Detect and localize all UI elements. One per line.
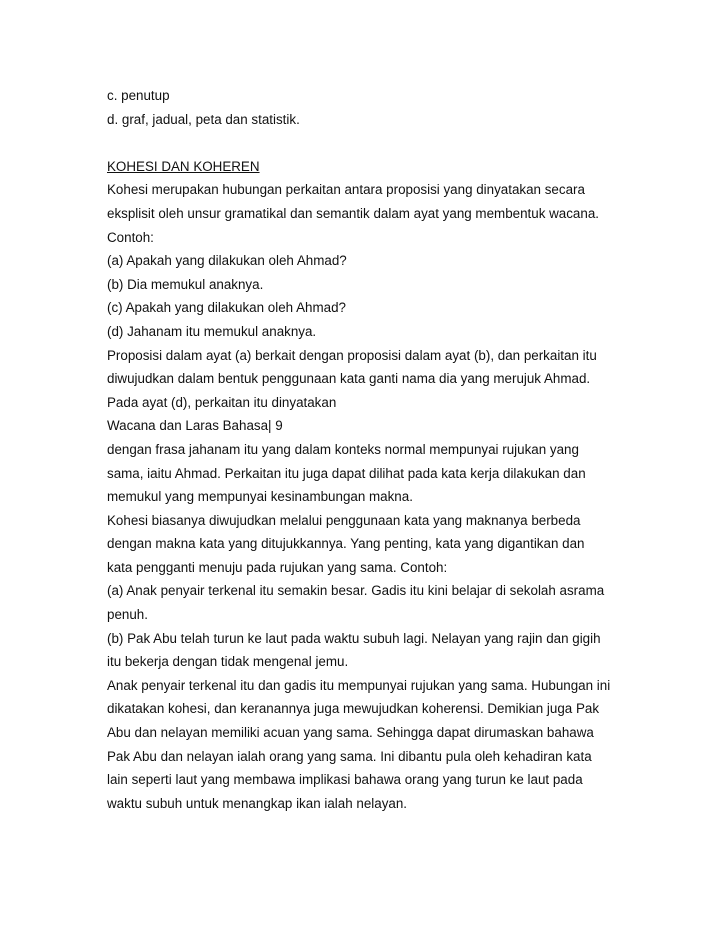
text-line: dengan frasa jahanam itu yang dalam konteks normal mempunyai rujukan yang [107,441,579,457]
text-line: (b) Pak Abu telah turun ke laut pada waktu subuh lagi. Nelayan yang rajin dan gigih [107,630,601,646]
text-line: (d) Jahanam itu memukul anaknya. [107,323,317,339]
text-line: itu bekerja dengan tidak mengenal jemu. [107,654,349,670]
paragraph-gap [107,131,667,155]
text-line: Kohesi biasanya diwujudkan melalui penggunaan kata yang maknanya berbeda [107,512,581,528]
document-body [107,84,667,815]
text-line: Kohesi merupakan hubungan perkaitan antara proposisi yang dinyatakan secara [107,182,585,198]
text-line: Proposisi dalam ayat (a) berkait dengan proposisi dalam ayat (b), dan perkaitan itu [107,347,597,363]
text-line: lain seperti laut yang membawa implikasi bahawa orang yang turun ke laut pada [107,772,583,788]
text-line: d. graf, jadual, peta dan statistik. [107,111,300,127]
text-line: sama, iaitu Ahmad. Perkaitan itu juga dapat dilihat pada kata kerja dilakukan dan [107,465,586,481]
text-line: (a) Apakah yang dilakukan oleh Ahmad? [107,253,347,269]
text-line: dengan makna kata yang ditujukkannya. Yang penting, kata yang digantikan dan [107,536,585,552]
text-line: Pak Abu dan nelayan ialah orang yang sama. Ini dibantu pula oleh kehadiran kata [107,748,592,764]
text-line: c. penutup [107,88,170,103]
running-header: Wacana dan Laras Bahasa| 9 [107,418,283,434]
text-line: (b) Dia memukul anaknya. [107,276,264,292]
text-line: eksplisit oleh unsur gramatikal dan semantik dalam ayat yang membentuk wacana. [107,205,599,221]
text-line: dikatakan kohesi, dan keranannya juga mewujudkan koherensi. Demikian juga Pak [107,701,600,717]
text-line: Abu dan nelayan memiliki acuan yang sama. Sehingga dapat dirumaskan bahawa [107,725,594,741]
text-line: Pada ayat (d), perkaitan itu dinyatakan [107,394,337,410]
section-heading: KOHESI DAN KOHEREN [107,158,260,174]
text-line: memukul yang mempunyai kesinambungan makna. [107,489,413,505]
text-line: waktu subuh untuk menangkap ikan ialah nelayan. [107,795,408,811]
text-line: (c) Apakah yang dilakukan oleh Ahmad? [107,300,346,316]
text-line: Contoh: [107,229,154,245]
text-line: Anak penyair terkenal itu dan gadis itu mempunyai rujukan yang sama. Hubungan ini [107,677,611,693]
text-line: (a) Anak penyair terkenal itu semakin besar. Gadis itu kini belajar di sekolah asrama [107,583,605,599]
text-line: penuh. [107,607,148,623]
text-line: kata pengganti menuju pada rujukan yang sama. Contoh: [107,559,448,575]
text-line: diwujudkan dalam bentuk penggunaan kata ganti nama dia yang merujuk Ahmad. [107,371,591,387]
